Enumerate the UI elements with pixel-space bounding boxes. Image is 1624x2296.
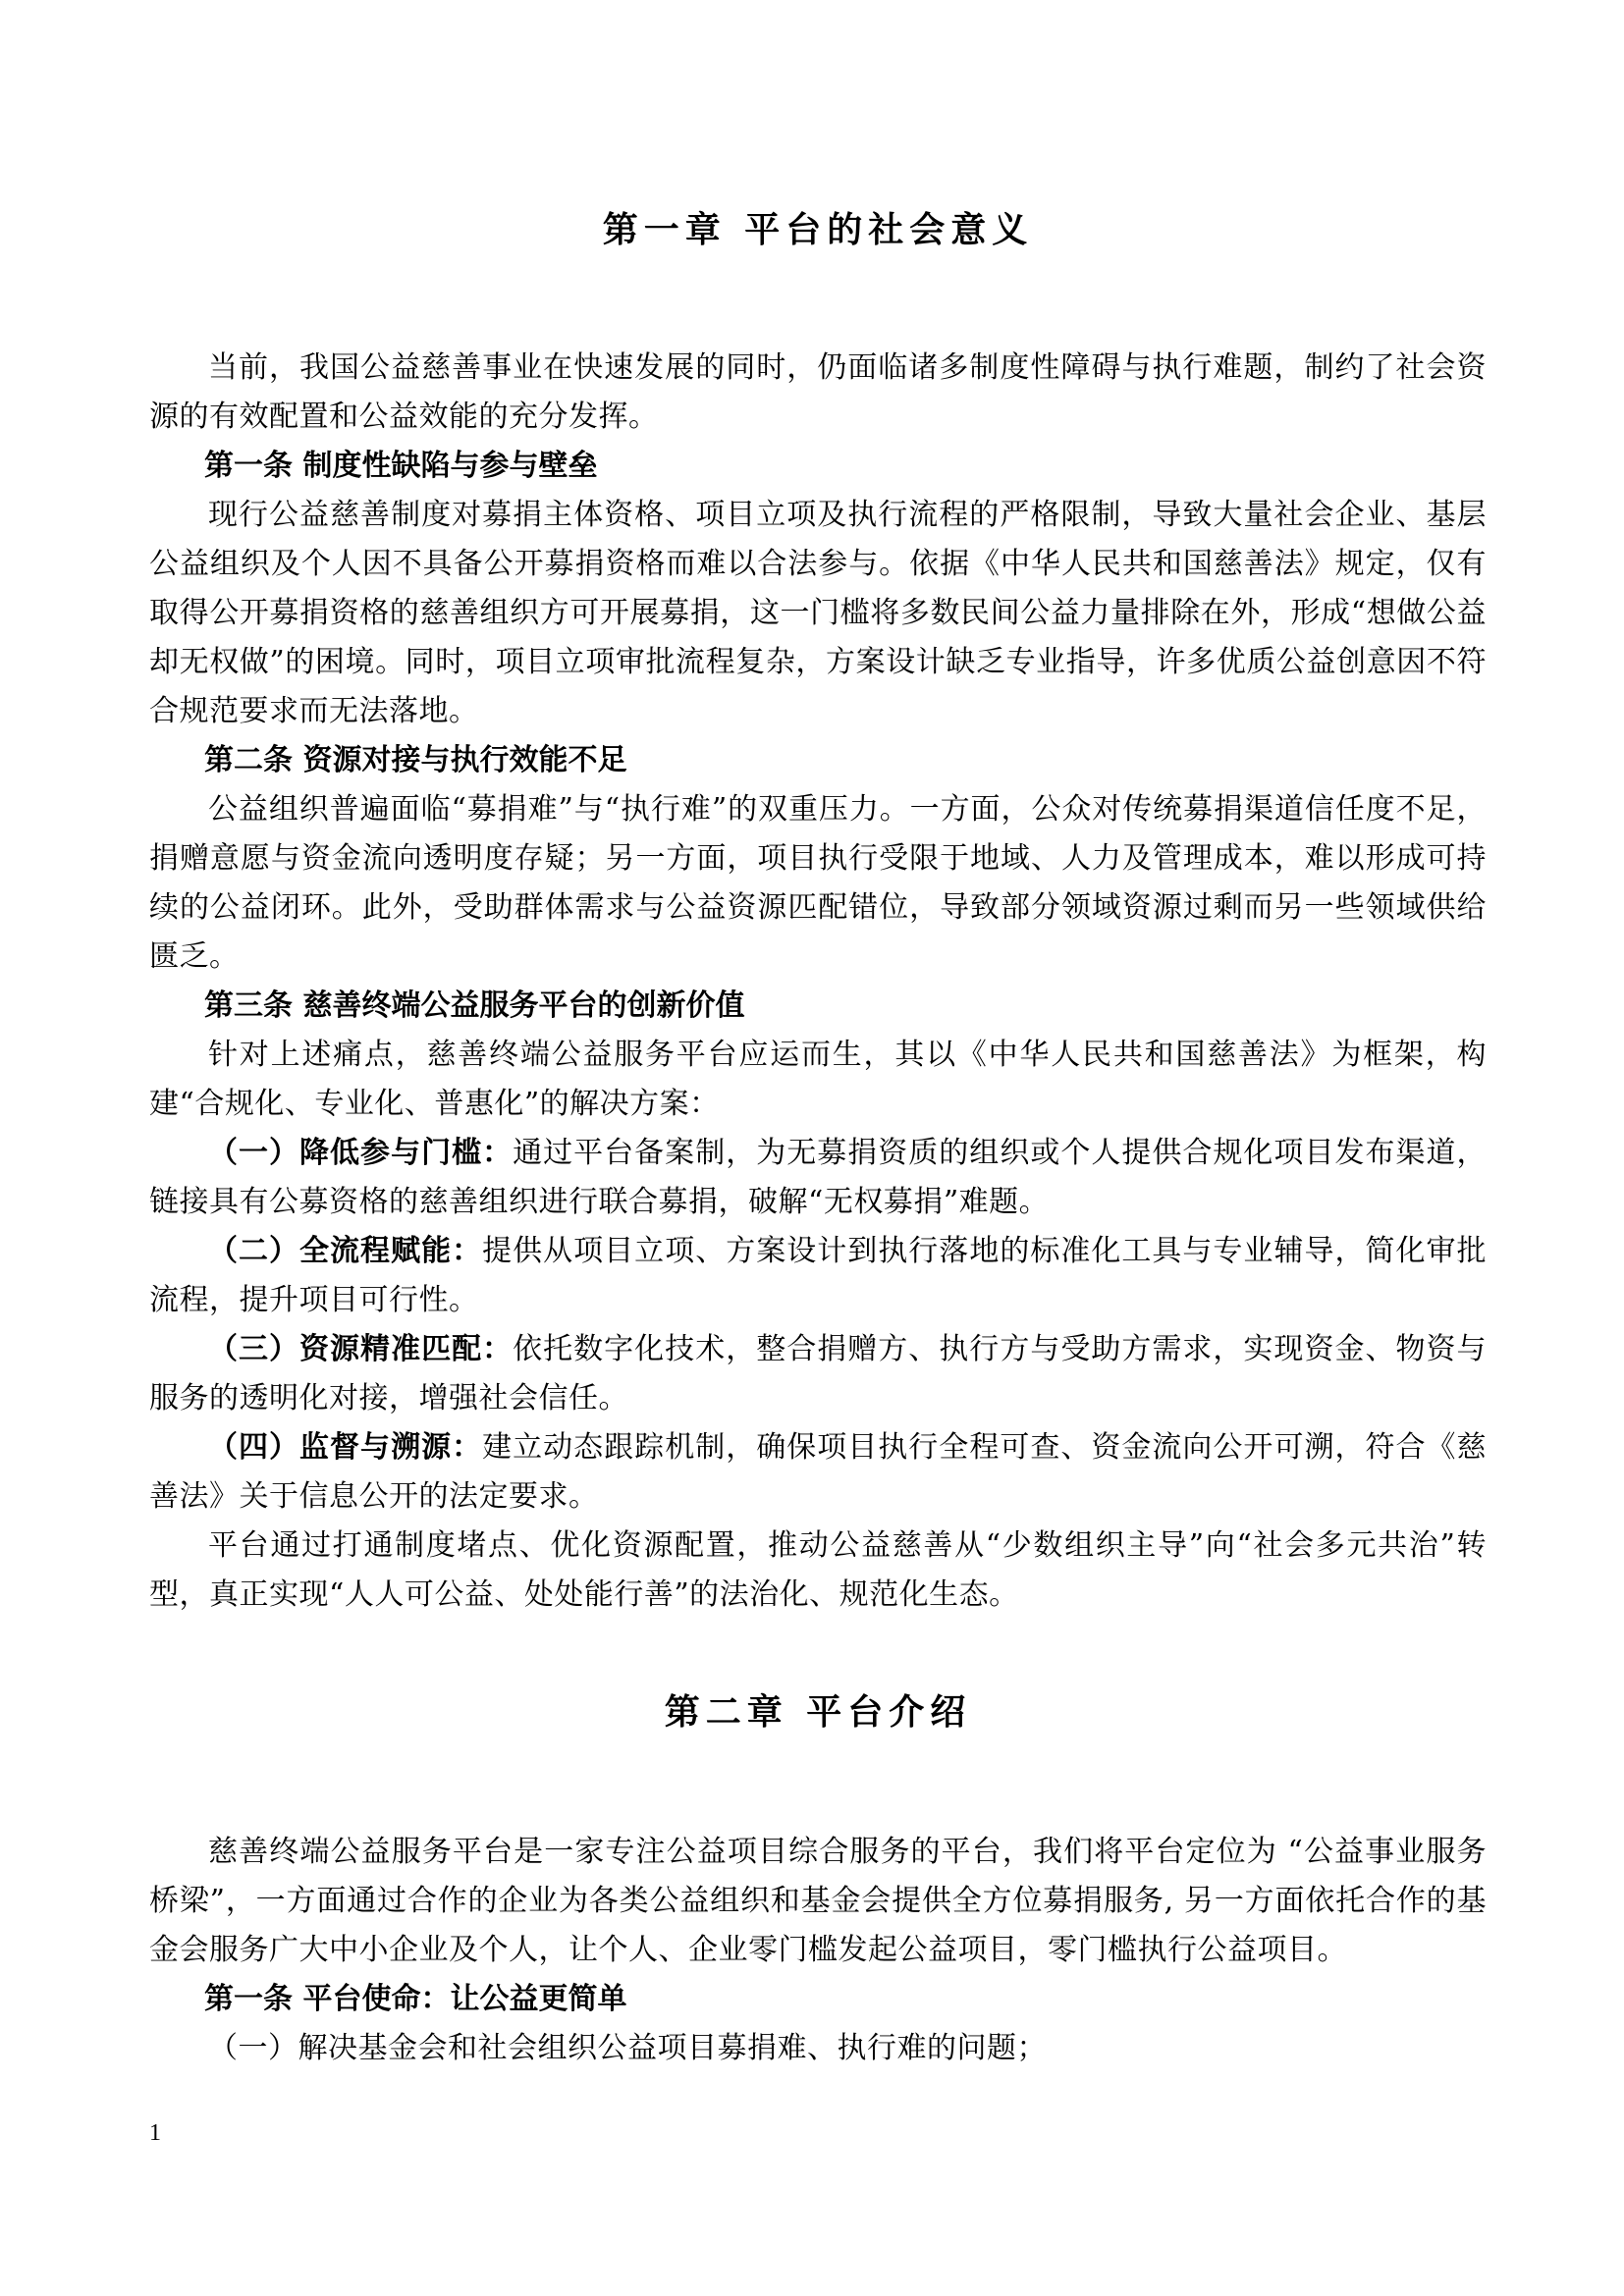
- list-item: [149, 1325, 1487, 1423]
- list-item-lead: （三）资源精准匹配：: [208, 1332, 514, 1366]
- article-3-heading: 第三条 慈善终端公益服务平台的创新价值: [204, 988, 745, 1023]
- list-item: [149, 1423, 1487, 1522]
- list-item-text: 通过平台备案制，为无募捐资质的组织或个人提供合规化项目发布渠道，链接具有公募资格的慈善组织进行联合募捐，破解“无权募捐”难题。: [149, 1136, 1488, 1219]
- chapter-2-article-1-heading: 第一条 平台使命：让公益更简单: [204, 1982, 627, 2016]
- article-2-body: 公益组织普遍面临“募捐难”与“执行难”的双重压力。一方面，公众对传统募捐渠道信任度不足，捐赠意愿与资金流向透明度存疑；另一方面，项目执行受限于地域、人力及管理成本，难以形成可持续的公益闭环。此外，受助群体需求与公益资源匹配错位，导致部分领域资源过剩而另一些领域供给匮乏。: [149, 792, 1487, 974]
- chapter-1-title: 第一章 平台的社会意义: [602, 209, 1034, 250]
- list-item-text: 依托数字化技术，整合捐赠方、执行方与受助方需求，实现资金、物资与服务的透明化对接，增强社会信任。: [149, 1332, 1488, 1415]
- chapter-2-intro: 慈善终端公益服务平台是一家专注公益项目综合服务的平台，我们将平台定位为 “公益事业服务桥梁”，一方面通过合作的企业为各类公益组织和基金会提供全方位募捐服务, 另一方面依托合作的基金会服务广大中小企业及个人，让个人、企业零门槛发起公益项目，零门槛执行公益项目。: [149, 1835, 1487, 1967]
- chapter-1-intro: 当前，我国公益慈善事业在快速发展的同时，仍面临诸多制度性障碍与执行难题，制约了社会资源的有效配置和公益效能的充分发挥。: [149, 350, 1487, 434]
- chapter-2-article-1-item-1: （一）解决基金会和社会组织公益项目募捐难、执行难的问题；: [208, 2031, 1047, 2065]
- page-number: 1: [149, 2120, 161, 2146]
- page-content: [149, 206, 1487, 2073]
- list-item: [149, 1227, 1487, 1325]
- list-item-lead: （四）监督与溯源：: [208, 1430, 483, 1465]
- article-1-body: 现行公益慈善制度对募捐主体资格、项目立项及执行流程的严格限制，导致大量社会企业、基层公益组织及个人因不具备公开募捐资格而难以合法参与。依据《中华人民共和国慈善法》规定，仅有取得公开募捐资格的慈善组织方可开展募捐，这一门槛将多数民间公益力量排除在外，形成“想做公益却无权做”的困境。同时，项目立项审批流程复杂，方案设计缺乏专业指导，许多优质公益创意因不符合规范要求而无法落地。: [149, 498, 1487, 728]
- chapter-2-title: 第二章 平台介绍: [664, 1691, 972, 1733]
- list-item-lead: （一）降低参与门槛：: [208, 1136, 514, 1170]
- article-3-closing: 平台通过打通制度堵点、优化资源配置，推动公益慈善从“少数组织主导”向“社会多元共治”转型，真正实现“人人可公益、处处能行善”的法治化、规范化生态。: [149, 1528, 1487, 1612]
- article-1-heading: 第一条 制度性缺陷与参与壁垒: [204, 449, 598, 483]
- article-3-body: 针对上述痛点，慈善终端公益服务平台应运而生，其以《中华人民共和国慈善法》为框架，构建“合规化、专业化、普惠化”的解决方案：: [149, 1038, 1487, 1121]
- article-2-heading: 第二条 资源对接与执行效能不足: [204, 743, 627, 777]
- list-item-text: 提供从项目立项、方案设计到执行落地的标准化工具与专业辅导，简化审批流程，提升项目可行性。: [149, 1234, 1488, 1317]
- list-item: [149, 1129, 1487, 1227]
- list-item-text: 建立动态跟踪机制，确保项目执行全程可查、资金流向公开可溯，符合《慈善法》关于信息公开的法定要求。: [149, 1430, 1488, 1514]
- list-item-lead: （二）全流程赋能：: [208, 1234, 483, 1268]
